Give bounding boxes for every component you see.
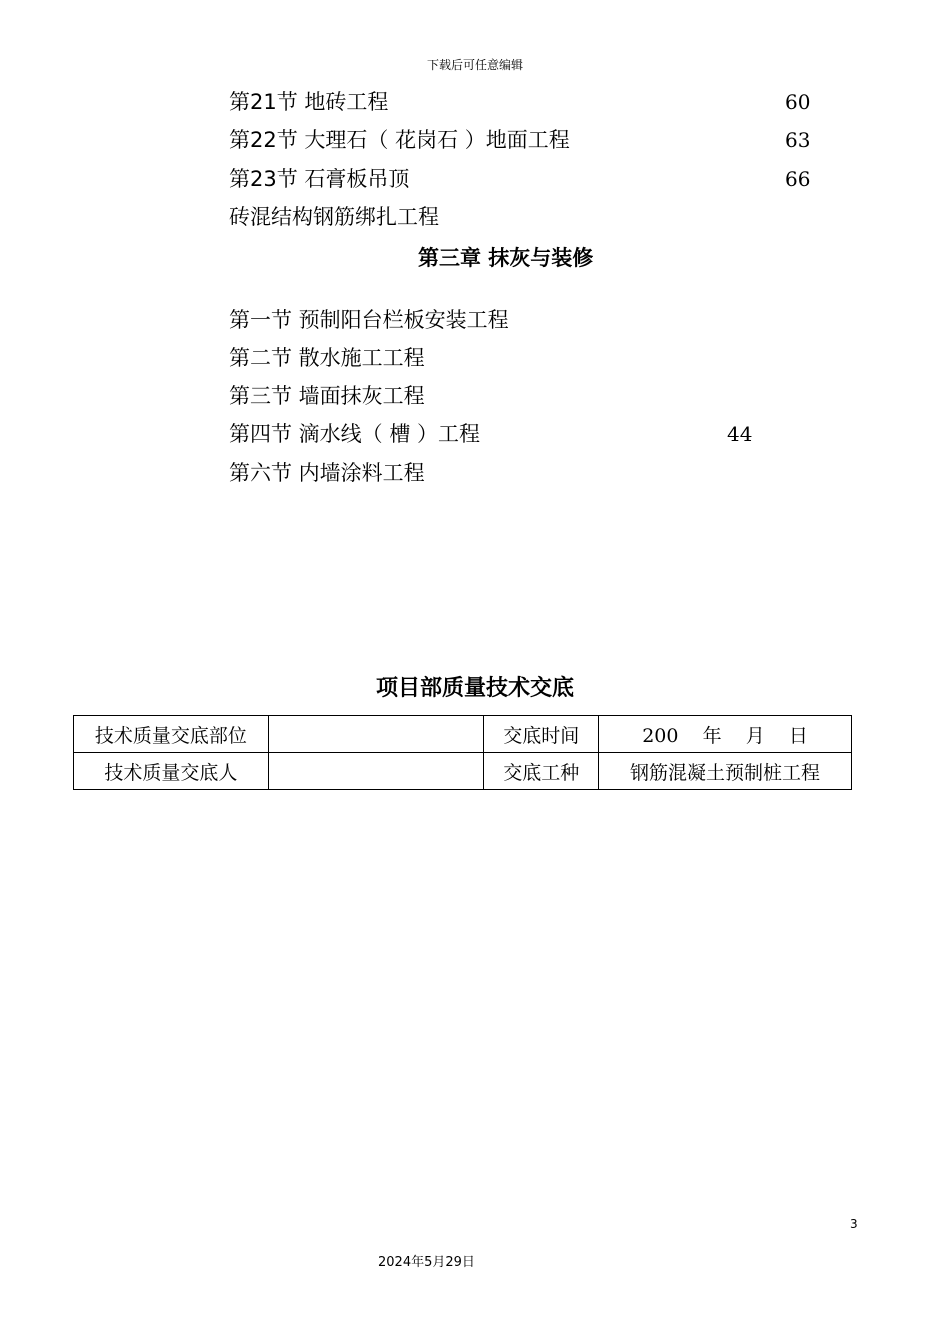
label-disclosure-part: 技术质量交底部位	[74, 716, 269, 753]
toc-page-21: 60	[785, 90, 811, 114]
label-disclosure-person: 技术质量交底人	[74, 753, 269, 790]
toc-page-section-4: 44	[727, 422, 753, 446]
footer-date: 2024年5月29日	[378, 1255, 475, 1270]
toc-page-23: 66	[785, 167, 811, 191]
form-title: 项目部质量技术交底	[375, 676, 574, 701]
value-work-type[interactable]: 钢筋混凝土预制桩工程	[599, 753, 852, 790]
table-row	[74, 753, 852, 790]
toc-entry-section-1: 第一节 预制阳台栏板安装工程	[229, 308, 509, 332]
toc-entry-section-6: 第六节 内墙涂料工程	[229, 461, 425, 485]
toc-entry-21: 第21节 地砖工程	[229, 90, 389, 114]
toc-entry-section-3: 第三节 墙面抹灰工程	[229, 384, 425, 408]
toc-entry-section-2: 第二节 散水施工工程	[229, 346, 425, 370]
value-disclosure-time[interactable]: 200 年 月 日	[599, 716, 852, 753]
disclosure-table	[73, 715, 852, 790]
toc-entry-rebar: 砖混结构钢筋绑扎工程	[229, 205, 439, 229]
toc-page-22: 63	[785, 128, 811, 152]
label-disclosure-time: 交底时间	[484, 716, 599, 753]
toc-entry-section-4: 第四节 滴水线（ 槽 ）工程	[229, 422, 481, 446]
value-disclosure-part[interactable]	[268, 716, 484, 753]
chapter-heading: 第三章 抹灰与装修	[418, 246, 594, 270]
toc-entry-23: 第23节 石膏板吊顶	[229, 167, 410, 191]
value-disclosure-person[interactable]	[268, 753, 484, 790]
label-work-type: 交底工种	[484, 753, 599, 790]
page-number: 3	[850, 1217, 858, 1231]
header-note: 下载后可任意编辑	[426, 58, 523, 72]
toc-entry-22: 第22节 大理石（ 花岗石 ）地面工程	[229, 128, 570, 152]
table-row	[74, 716, 852, 753]
